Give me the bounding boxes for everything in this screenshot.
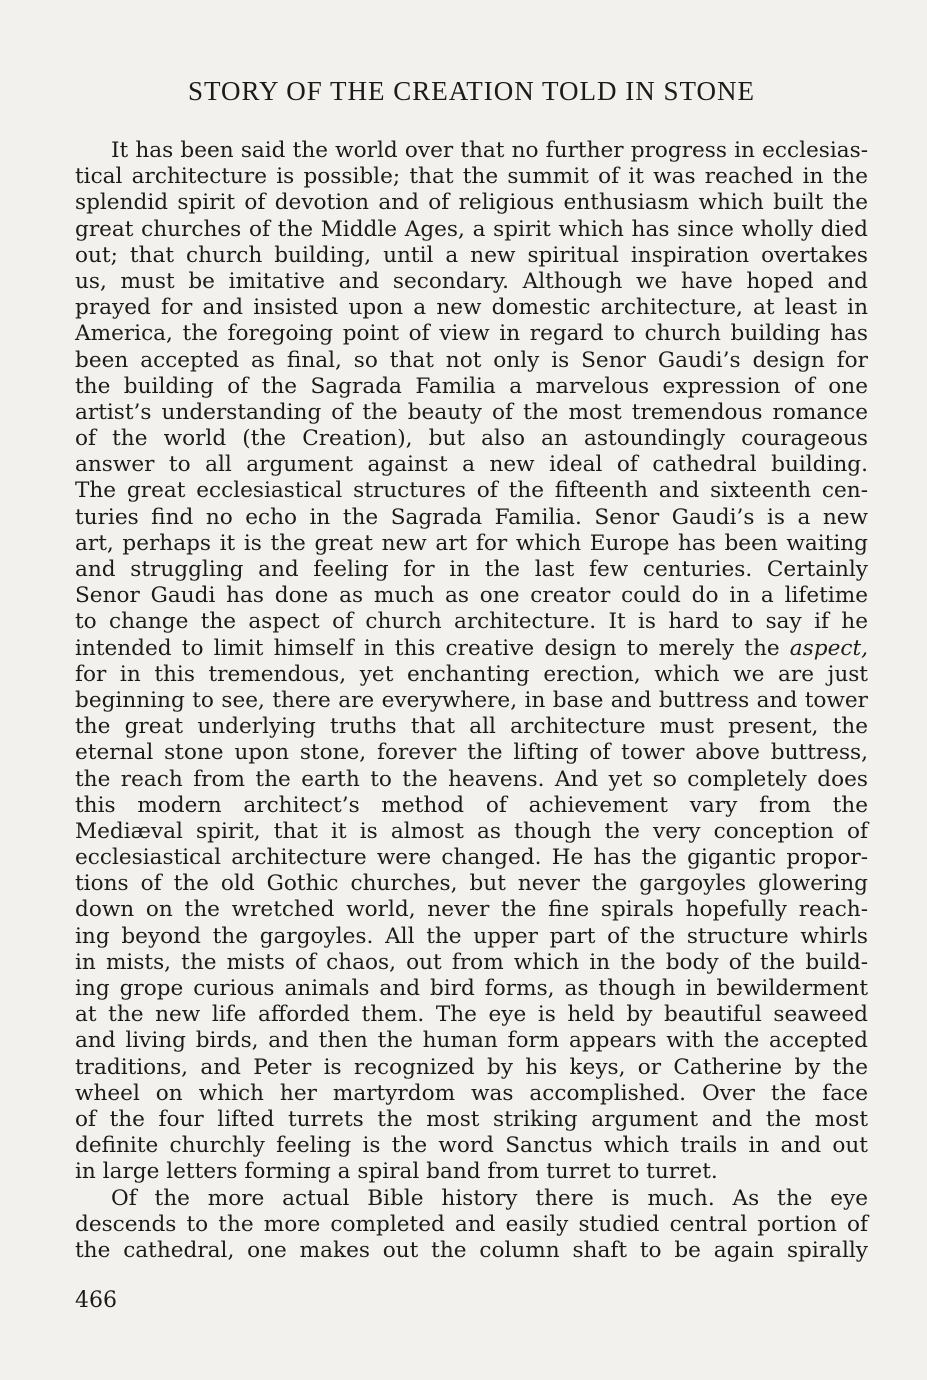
text-line: at the new life afforded them. The eye is held by beautiful seaweed <box>75 1002 868 1028</box>
text-line: artist’s understanding of the beauty of the most tremendous romance <box>75 399 868 425</box>
text-line: in mists, the mists of chaos, out from which in the body of the build- <box>75 949 868 975</box>
paragraph-2 <box>75 1186 868 1265</box>
text-line: and living birds, and then the human form appears with the accepted <box>75 1028 868 1054</box>
text-line: of the four lifted turrets the most striking argument and the most <box>75 1106 868 1132</box>
text-line: been accepted as final, so that not only is Senor Gaudi’s design for <box>75 347 868 373</box>
text-line: for in this tremendous, yet enchanting erection, which we are just <box>75 661 868 687</box>
text-line: of the world (the Creation), but also an astoundingly courageous <box>75 426 868 452</box>
text-line <box>75 636 868 662</box>
text-line: art, perhaps it is the great new art for which Europe has been waiting <box>75 530 868 556</box>
text-line: Mediæval spirit, that it is almost as though the very conception of <box>75 818 868 844</box>
page-number: 466 <box>75 1288 117 1313</box>
text-line: Senor Gaudi has done as much as one creator could do in a lifetime <box>75 583 868 609</box>
text-line: the great underlying truths that all architecture must present, the <box>75 714 868 740</box>
text-line: eternal stone upon stone, forever the lifting of tower above buttress, <box>75 740 868 766</box>
text-line: America, the foregoing point of view in regard to church building has <box>75 321 868 347</box>
running-head: STORY OF THE CREATION TOLD IN STONE <box>187 76 756 106</box>
text-line: definite churchly feeling is the word Sanctus which trails in and out <box>75 1133 868 1159</box>
text-line: descends to the more completed and easily studied central portion of <box>75 1211 868 1237</box>
text-line: It has been said the world over that no further progress in ecclesias- <box>111 138 868 163</box>
text-line: prayed for and insisted upon a new domestic architecture, at least in <box>75 295 868 321</box>
italic-word: aspect, <box>789 635 868 661</box>
text-line: great churches of the Middle Ages, a spirit which has since wholly died <box>75 216 868 242</box>
text-line: beginning to see, there are everywhere, in base and buttress and tower <box>75 687 868 713</box>
text-line: The great ecclesiastical structures of the fifteenth and sixteenth cen- <box>75 478 868 504</box>
text-line: ecclesiastical architecture were changed. He has the gigantic propor- <box>75 845 868 871</box>
text-line: and struggling and feeling for in the last few centuries. Certainly <box>75 557 868 582</box>
text-line: answer to all argument against a new ideal of cathedral building. <box>75 452 868 478</box>
text-line: tical architecture is possible; that the summit of it was reached in the <box>75 164 868 190</box>
text-segment: intended to limit himself in this creative design to merely the <box>75 635 780 661</box>
paragraph-1 <box>75 138 868 1186</box>
text-line: traditions, and Peter is recognized by his keys, or Catherine by the <box>75 1054 868 1080</box>
text-line: out; that church building, until a new spiritual inspiration overtakes <box>75 242 868 268</box>
text-line: Of the more actual Bible history there is much. As the eye <box>111 1185 868 1211</box>
text-line: the cathedral, one makes out the column shaft to be again spirally <box>75 1237 868 1263</box>
text-line: us, must be imitative and secondary. Although we have hoped and <box>75 268 868 294</box>
text-line: splendid spirit of devotion and of religious enthusiasm which built the <box>75 190 868 216</box>
text-line: to change the aspect of church architecture. It is hard to say if he <box>75 609 868 635</box>
text-line: ing beyond the gargoyles. All the upper part of the structure whirls <box>75 923 868 949</box>
text-line: tions of the old Gothic churches, but never the gargoyles glowering <box>75 871 868 897</box>
text-line: turies find no echo in the Sagrada Familia. Senor Gaudi’s is a new <box>75 504 868 530</box>
text-line: down on the wretched world, never the fine spirals hopefully reach- <box>75 897 868 923</box>
text-line: the building of the Sagrada Familia a marvelous expression of one <box>75 373 868 399</box>
body-text <box>75 138 868 1264</box>
text-line: wheel on which her martyrdom was accomplished. Over the face <box>75 1080 868 1106</box>
text-line: ing grope curious animals and bird forms, as though in bewilderment <box>75 976 868 1001</box>
text-line: this modern architect’s method of achievement vary from the <box>75 792 868 818</box>
text-line: the reach from the earth to the heavens. And yet so completely does <box>75 766 868 792</box>
text-line: in large letters forming a spiral band from turret to turret. <box>75 1159 718 1185</box>
